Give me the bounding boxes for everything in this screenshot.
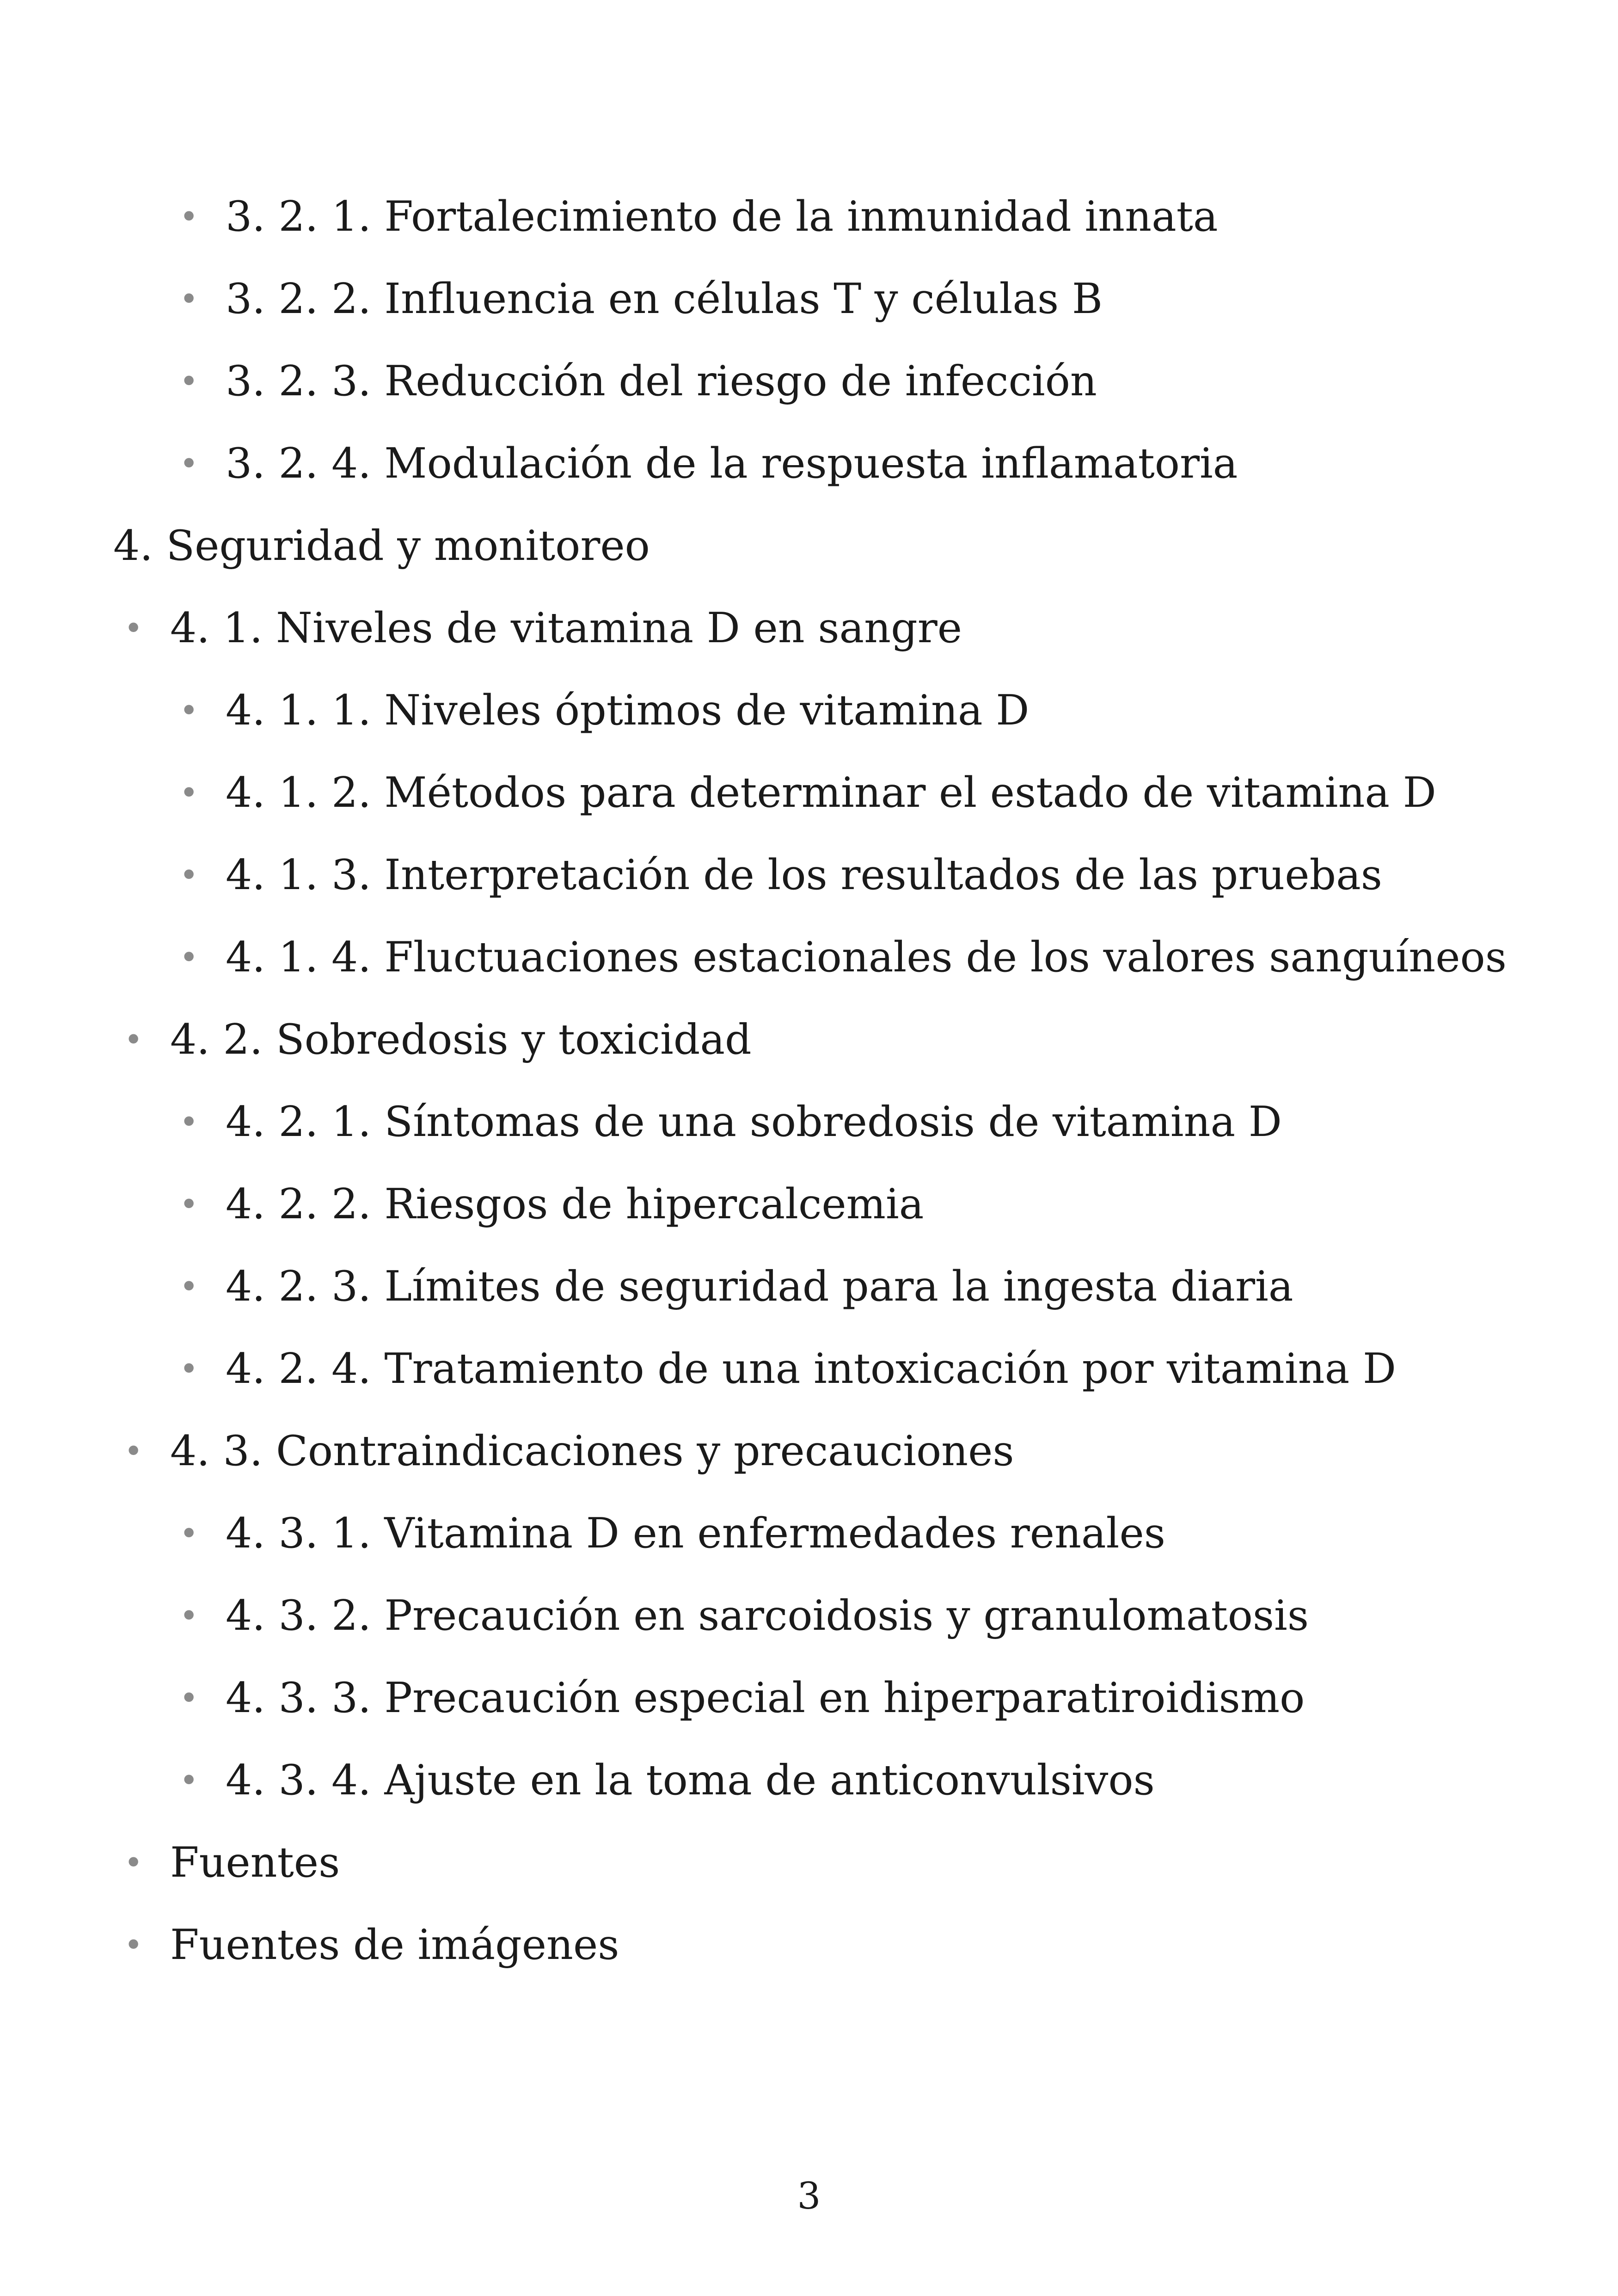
bullet-icon: • [179,1268,199,1306]
table-of-contents [0,176,1618,1986]
bullet-icon: • [179,445,199,483]
toc-entry-label: 4. Seguridad y monitoreo [113,522,650,570]
toc-entry-label: 3. 2. 2. Influencia en células T y células B [226,275,1103,323]
toc-entry-label: 4. 1. 1. Niveles óptimos de vitamina D [226,686,1030,735]
toc-entry-label: Fuentes de imágenes [170,1921,619,1969]
toc-entry[interactable] [0,258,1618,340]
toc-entry[interactable] [0,1904,1618,1986]
bullet-icon: • [179,1515,199,1553]
bullet-icon: • [179,939,199,976]
toc-entry[interactable] [0,916,1618,999]
bullet-icon: • [179,692,199,730]
bullet-icon: • [179,362,199,400]
toc-entry-label: Fuentes [170,1838,340,1887]
toc-entry[interactable] [0,340,1618,423]
toc-entry[interactable] [0,752,1618,834]
bullet-icon: • [179,1679,199,1717]
toc-entry[interactable] [0,1575,1618,1657]
bullet-icon: • [179,198,199,236]
bullet-icon: • [179,1350,199,1388]
page-number: 3 [797,2174,821,2217]
toc-entry[interactable] [0,1163,1618,1246]
toc-entry-label: 3. 2. 4. Modulación de la respuesta inflamatoria [226,439,1238,488]
toc-entry-label: 4. 3. 3. Precaución especial en hiperparatiroidismo [226,1674,1305,1722]
toc-entry-label: 4. 2. 3. Límites de seguridad para la ingesta diaria [226,1262,1293,1311]
bullet-icon: • [179,1762,199,1799]
bullet-icon: • [179,1185,199,1223]
toc-entry-label: 4. 3. 4. Ajuste en la toma de anticonvulsivos [226,1756,1155,1805]
bullet-icon: • [179,774,199,812]
toc-entry[interactable] [0,999,1618,1081]
toc-entry-label: 3. 2. 3. Reducción del riesgo de infección [226,357,1097,405]
toc-entry-label: 4. 1. 3. Interpretación de los resultados de las pruebas [226,851,1382,899]
toc-entry[interactable] [0,1328,1618,1410]
toc-entry-label: 4. 1. 4. Fluctuaciones estacionales de los valores sanguíneos [226,933,1507,982]
toc-entry[interactable] [0,1739,1618,1822]
bullet-icon: • [179,856,199,894]
bullet-icon: • [124,1844,143,1882]
bullet-icon: • [179,280,199,318]
toc-entry-label: 4. 2. Sobredosis y toxicidad [170,1015,752,1064]
toc-entry-label: 4. 2. 1. Síntomas de una sobredosis de vitamina D [226,1098,1282,1146]
toc-entry-label: 4. 1. 2. Métodos para determinar el estado de vitamina D [226,768,1436,817]
toc-entry[interactable] [0,587,1618,669]
toc-entry-label: 4. 2. 4. Tratamiento de una intoxicación por vitamina D [226,1344,1396,1393]
toc-entry[interactable] [0,1410,1618,1492]
toc-entry[interactable] [0,1657,1618,1739]
toc-entry[interactable] [0,1492,1618,1575]
bullet-icon: • [179,1597,199,1635]
toc-entry[interactable] [0,834,1618,916]
toc-entry-label: 4. 3. 2. Precaución en sarcoidosis y granulomatosis [226,1591,1309,1640]
toc-entry-label: 4. 3. Contraindicaciones y precauciones [170,1427,1014,1475]
toc-entry[interactable] [0,669,1618,752]
bullet-icon: • [124,1926,143,1964]
toc-entry[interactable] [0,1822,1618,1904]
toc-entry[interactable] [0,1081,1618,1163]
toc-entry[interactable] [0,176,1618,258]
toc-entry-label: 4. 1. Niveles de vitamina D en sangre [170,604,962,652]
toc-entry[interactable] [0,1246,1618,1328]
toc-entry-label: 4. 2. 2. Riesgos de hipercalcemia [226,1180,924,1228]
toc-entry-label: 4. 3. 1. Vitamina D en enfermedades renales [226,1509,1165,1558]
bullet-icon: • [179,1103,199,1141]
toc-entry-label: 3. 2. 1. Fortalecimiento de la inmunidad innata [226,192,1218,241]
bullet-icon: • [124,1021,143,1059]
toc-entry[interactable] [0,423,1618,505]
toc-section-heading[interactable] [0,505,1618,587]
bullet-icon: • [124,1432,143,1470]
bullet-icon: • [124,609,143,647]
